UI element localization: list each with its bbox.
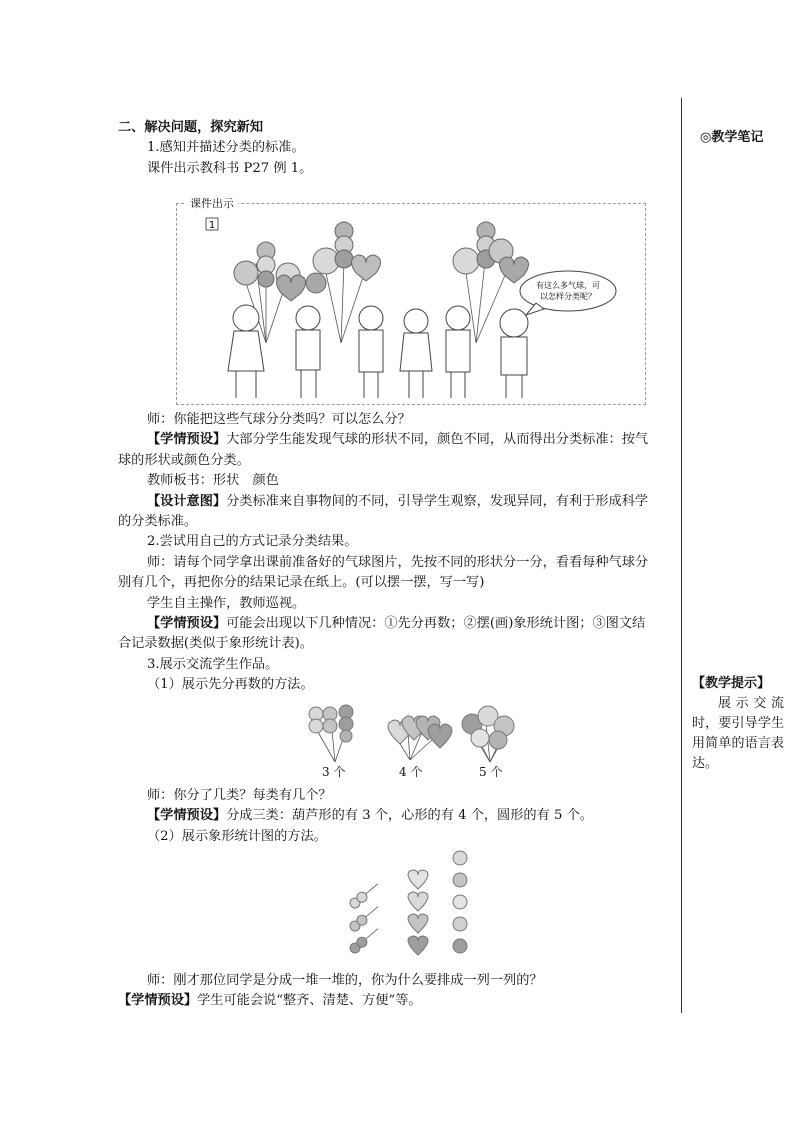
item3-heading: 3.展示交流学生作品。 xyxy=(147,656,279,672)
side-notes xyxy=(692,128,784,148)
question-4: 师：刚才那位同学是分成一堆一堆的，你为什么要排成一列一列的？ xyxy=(147,973,543,988)
intent-tag: 【设计意图】 xyxy=(147,493,227,509)
heart-balloon-group xyxy=(388,716,452,760)
speech-line-2: 以怎样分类呢？ xyxy=(540,292,596,301)
question-3: 师：你分了几类？每类有几个？ xyxy=(147,788,332,803)
gourd-column xyxy=(348,880,381,955)
pictograph-figure xyxy=(345,848,475,963)
student-operation: 学生自主操作，教师巡视。 xyxy=(147,595,306,611)
preset-2-line-1: 可能会出现以下几种情况：①先分再数；②摆(画)象形统计图；③图文结 xyxy=(226,616,646,632)
preset-tag-2: 【学情预设】 xyxy=(147,616,227,632)
teaching-tip xyxy=(692,674,784,774)
round-balloon-group xyxy=(462,706,514,762)
column-divider xyxy=(681,98,682,1013)
item2-heading: 2.尝试用自己的方式记录分类结果。 xyxy=(147,534,358,550)
preset-4-text: 学生可能会说“整齐、清楚、方便”等。 xyxy=(197,993,422,1009)
count-round: 5 个 xyxy=(479,765,503,779)
speech-line-1: 有这么多气球，可 xyxy=(536,281,600,290)
preset-tag-4: 【学情预设】 xyxy=(118,993,198,1009)
example-number: 1 xyxy=(208,220,216,231)
preset-2-line-2: 合记录数据(类似于象形统计表)。 xyxy=(118,636,313,652)
main-content-4 xyxy=(118,971,676,1012)
question-2-line-1: 师：请每个同学拿出课前准备好的气球图片，先按不同的形状分一分，看看每种气球分 xyxy=(147,554,649,570)
children-figures xyxy=(228,305,528,398)
main-content-2 xyxy=(118,410,676,696)
courseware-label-text: 课件出示 xyxy=(190,197,234,210)
intent-line-2: 的分类标准。 xyxy=(118,514,198,530)
preset-1-line-1: 大部分学生能发现气球的形状不同，颜色不同，从而得出分类标准：按气 xyxy=(226,432,649,448)
gourd-balloon-group xyxy=(309,705,353,762)
item1-sub: 课件出示教科书 P27 例 1。 xyxy=(147,160,313,176)
item3-2: （2）展示象形统计图的方法。 xyxy=(147,828,327,844)
teaching-notes-title: ◎教学笔记 xyxy=(700,130,764,145)
question-2-line-2: 别有几个，再把你分的结果记录在纸上。(可以摆一摆，写一写) xyxy=(118,575,485,591)
preset-tag-1: 【学情预设】 xyxy=(147,432,227,448)
heart-column xyxy=(408,870,428,955)
preset-3-text: 分成三类：葫芦形的有 3 个，心形的有 4 个，圆形的有 5 个。 xyxy=(226,808,593,824)
preset-tag-3: 【学情预设】 xyxy=(147,808,227,824)
speech-bubble xyxy=(520,271,616,315)
main-content xyxy=(118,118,676,179)
intent-line-1: 分类标准来自事物间的不同，引导学生观察，发现异同，有利于形成科学 xyxy=(226,493,649,509)
count-gourd: 3 个 xyxy=(322,765,346,779)
board-writing: 教师板书：形状 颜色 xyxy=(147,473,279,489)
preset-1-line-2: 球的形状或颜色分类。 xyxy=(118,452,250,468)
item3-1: （1）展示先分再数的方法。 xyxy=(147,677,314,693)
teaching-tip-title: 【教学提示】 xyxy=(692,676,771,691)
item1-heading: 1.感知并描述分类的标准。 xyxy=(147,140,305,156)
round-column xyxy=(453,851,467,953)
section-title: 二、解决问题，探究新知 xyxy=(118,120,264,135)
grouped-balloons-figure xyxy=(300,702,530,764)
question-1: 师：你能把这些气球分分类吗？可以怎么分？ xyxy=(147,412,411,427)
main-content-3 xyxy=(118,786,676,847)
teaching-tip-text: 展示交流时，要引导学生用简单的语言表达。 xyxy=(692,696,784,771)
example-illustration xyxy=(176,203,644,403)
count-heart: 4 个 xyxy=(399,765,423,779)
